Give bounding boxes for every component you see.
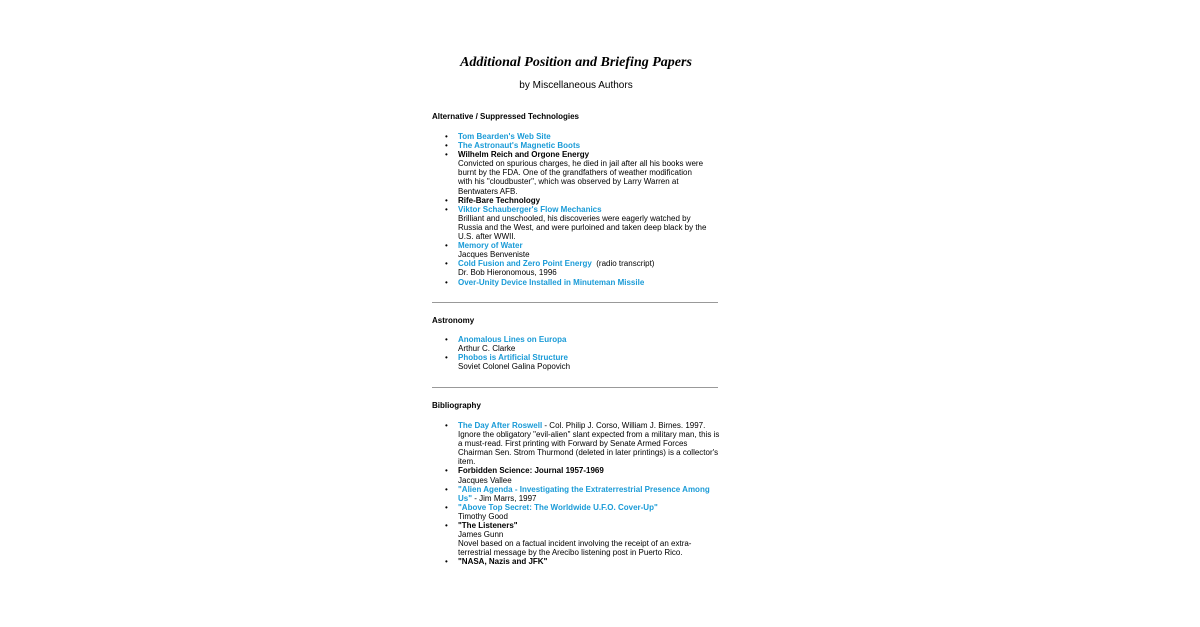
section-heading: Alternative / Suppressed Technologies (432, 112, 579, 121)
item-description: Soviet Colonel Galina Popovich (458, 362, 571, 372)
list-item (432, 196, 720, 205)
item-description: Jacques Vallee (458, 475, 512, 485)
link-phobos[interactable]: Phobos is Artificial Structure (458, 353, 568, 363)
section-bibliography (432, 401, 720, 411)
list-item (432, 278, 720, 287)
link-astronaut-boots[interactable]: The Astronaut's Magnetic Boots (458, 141, 581, 151)
list-item (432, 335, 720, 353)
list-item (432, 259, 720, 277)
item-title: "The Listeners" (458, 521, 518, 531)
section-astronomy (432, 316, 720, 326)
item-description: James Gunn (458, 530, 504, 540)
bibliography-list (432, 421, 720, 567)
section-heading: Astronomy (432, 316, 475, 325)
item-description: Brilliant and unschooled, his discoveries were eagerly watched by Russia and the West, and were purloined and taken deep black by the U.S. after WWII. (458, 213, 707, 242)
byline: by Miscellaneous Authors (519, 80, 633, 91)
item-title: Forbidden Science: Journal 1957-1969 (458, 466, 604, 476)
item-suffix: - Col. Philip J. Corso, William J. Birnes. 1997. Ignore the obligatory "evil-alien" slant expected from a military man, this is a must-read. First printing with Forward by Senate Armed Forces Chairman Sen. Strom Thurmond (deleted in later printings) is a collector's item. (458, 421, 720, 467)
link-alien-agenda[interactable]: "Alien Agenda - Investigating the Extraterrestrial Presence Among Us" (458, 484, 710, 503)
section-heading: Bibliography (432, 401, 481, 410)
link-day-after-roswell[interactable]: The Day After Roswell (458, 421, 543, 430)
list-item (432, 521, 720, 557)
link-tom-bearden[interactable]: Tom Bearden's Web Site (458, 132, 551, 141)
link-europa[interactable]: Anomalous Lines on Europa (458, 335, 567, 344)
item-title: "NASA, Nazis and JFK" (458, 557, 548, 567)
item-description: Dr. Bob Hieronomous, 1996 (458, 268, 557, 278)
alternative-technologies-list (432, 132, 720, 287)
list-item (432, 421, 720, 466)
list-item (432, 150, 720, 195)
item-description: Novel based on a factual incident involving the receipt of an extra-terrestrial message by the Arecibo listening post in Puerto Rico. (458, 539, 692, 558)
list-item (432, 503, 720, 521)
link-cold-fusion[interactable]: Cold Fusion and Zero Point Energy (458, 259, 592, 269)
astronomy-list (432, 335, 720, 371)
item-description: Timothy Good (458, 511, 508, 521)
divider (432, 302, 718, 303)
item-description: Convicted on spurious charges, he died in jail after all his books were burnt by the FDA. One of the grandfathers of weather modification with his "cloudbuster", which was observed by Larry Warren at Bentwaters AFB. (458, 159, 704, 196)
list-item (432, 557, 720, 566)
item-description: Arthur C. Clarke (458, 344, 516, 354)
divider (432, 387, 718, 388)
list-item (432, 353, 720, 371)
section-alternative-technologies (432, 112, 720, 122)
list-item (432, 466, 720, 484)
item-suffix: - Jim Marrs, 1997 (474, 493, 537, 503)
list-item (432, 141, 720, 150)
item-title: Rife-Bare Technology (458, 195, 541, 205)
list-item (432, 485, 720, 503)
list-item (432, 205, 720, 241)
list-item (432, 241, 720, 259)
item-title: Wilhelm Reich and Orgone Energy (458, 150, 590, 160)
link-schauberger[interactable]: Viktor Schauberger's Flow Mechanics (458, 204, 602, 214)
link-memory-of-water[interactable]: Memory of Water (458, 241, 523, 251)
page-title: Additional Position and Briefing Papers (460, 55, 692, 70)
link-over-unity[interactable]: Over-Unity Device Installed in Minuteman Missile (458, 277, 645, 287)
list-item (432, 132, 720, 141)
item-description: Jacques Benveniste (458, 250, 530, 260)
item-suffix: (radio transcript) (596, 259, 655, 269)
link-above-top-secret[interactable]: "Above Top Secret: The Worldwide U.F.O. Cover-Up" (458, 502, 658, 512)
